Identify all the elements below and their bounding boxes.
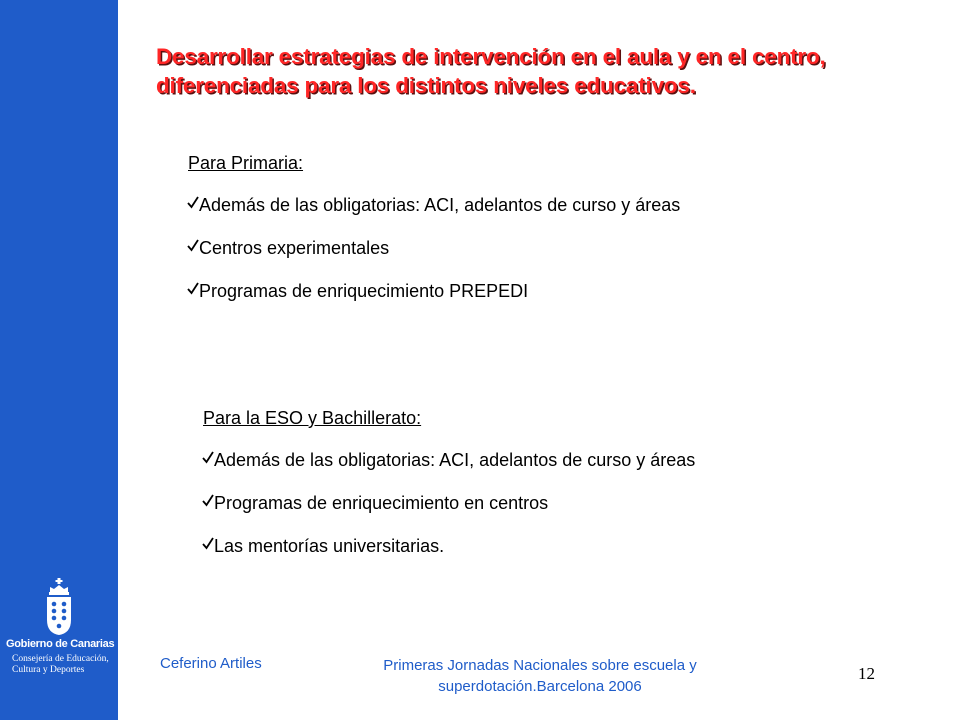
eso-section <box>203 405 696 559</box>
logo-subtitle-line1: Consejería de Educación, <box>12 654 109 664</box>
list-item <box>187 235 680 261</box>
logo-subtitle <box>12 654 112 676</box>
footer-event <box>330 655 750 697</box>
footer-event-line1: Primeras Jornadas Nacionales sobre escuela y <box>383 657 697 674</box>
checkmark-icon <box>202 451 214 464</box>
list-item <box>202 533 695 559</box>
checkmark-icon <box>187 239 199 252</box>
checkmark-icon <box>202 494 214 507</box>
list-item <box>187 192 680 218</box>
checkmark-icon <box>187 196 199 209</box>
list-item <box>187 278 680 304</box>
slide-title-line2: diferenciadas para los distintos niveles educativos. <box>156 73 696 98</box>
government-logo <box>0 578 118 688</box>
sidebar <box>0 0 118 720</box>
list-item-text: Programas de enriquecimiento PREPEDI <box>199 281 529 301</box>
checkmark-icon <box>202 537 214 550</box>
checkmark-icon <box>187 282 199 295</box>
logo-subtitle-line2: Cultura y Deportes <box>12 665 85 675</box>
coat-of-arms-icon <box>44 578 74 636</box>
list-item-text: Además de las obligatorias: ACI, adelantos de curso y áreas <box>214 450 696 470</box>
list-item <box>202 490 695 516</box>
footer-author: Ceferino Artiles <box>160 655 262 672</box>
footer-event-line2: superdotación.Barcelona 2006 <box>438 678 642 695</box>
list-item-text: Las mentorías universitarias. <box>214 536 445 556</box>
logo-title: Gobierno de Canarias <box>6 638 115 650</box>
primaria-section <box>188 150 681 304</box>
slide-title <box>156 42 936 100</box>
list-item <box>202 447 695 473</box>
slide-title-line1: Desarrollar estrategias de intervención en el aula y en el centro, <box>156 44 826 69</box>
list-item-text: Además de las obligatorias: ACI, adelantos de curso y áreas <box>199 195 681 215</box>
eso-heading: Para la ESO y Bachillerato: <box>203 408 422 428</box>
page-number: 12 <box>858 664 875 683</box>
list-item-text: Programas de enriquecimiento en centros <box>214 493 549 513</box>
primaria-heading: Para Primaria: <box>188 153 304 173</box>
list-item-text: Centros experimentales <box>199 238 390 258</box>
